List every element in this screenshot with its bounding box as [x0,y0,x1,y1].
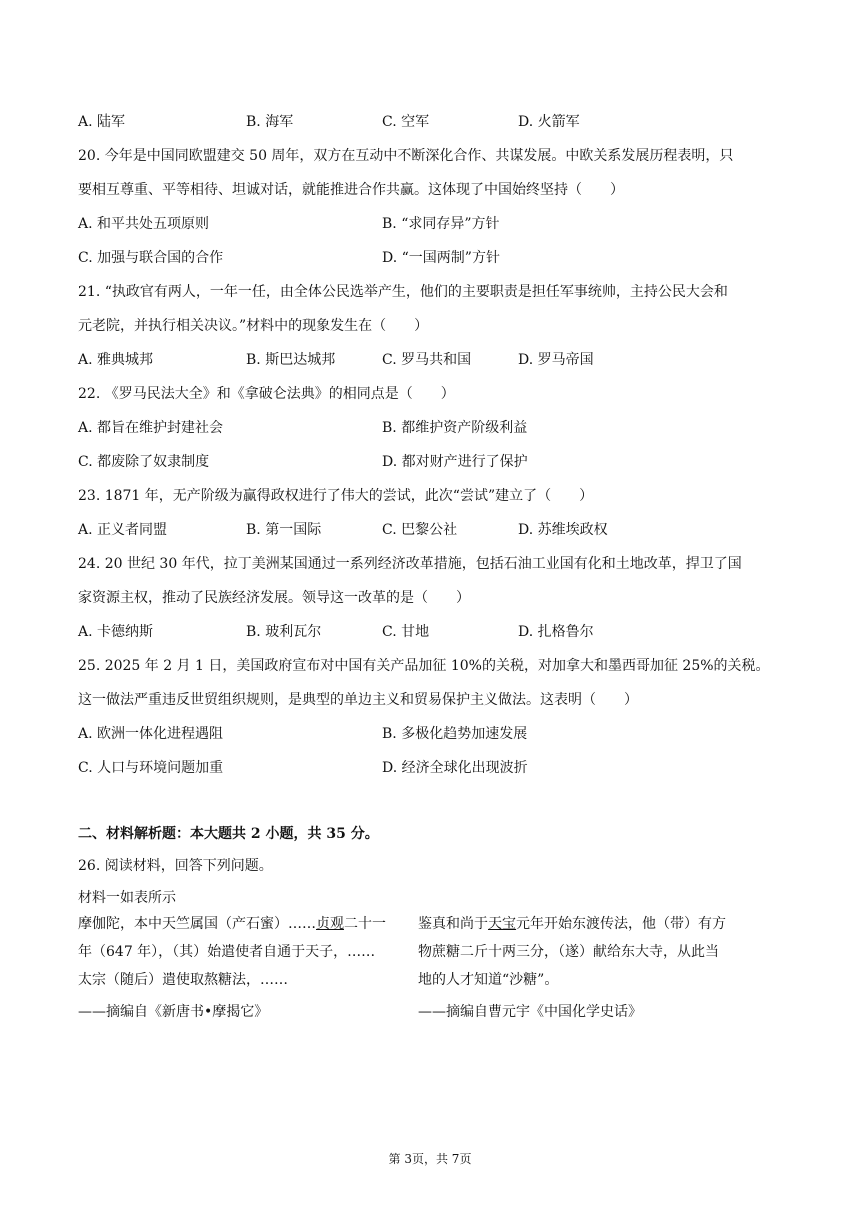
material-left-line2: 年（647 年），（其）始遣使者自通于天子，…… [78,944,376,960]
q25-option-c: C. 人口与环境问题加重 [78,760,224,776]
q21-stem-line2: 元老院，并执行相关决议。”材料中的现象发生在（ ） [78,318,429,334]
q19-option-d: D. 火箭军 [518,114,580,130]
q19-option-b: B. 海军 [246,114,294,130]
q23-option-b: B. 第一国际 [246,522,322,538]
q24-stem-line1: 24. 20 世纪 30 年代，拉丁美洲某国通过一系列经济改革措施，包括石油工业国有化和土地改革，捍卫了国 [78,556,742,572]
q21-option-b: B. 斯巴达城邦 [246,352,336,368]
q19-option-c: C. 空军 [382,114,430,130]
q23-option-a: A. 正义者同盟 [78,522,168,538]
q25-option-b: B. 多极化趋势加速发展 [382,726,528,742]
q21-option-a: A. 雅典城邦 [78,352,154,368]
q21-option-c: C. 罗马共和国 [382,352,472,368]
material-right-line3: 地的人才知道“沙糖”。 [418,972,559,988]
q22-option-a: A. 都旨在维护封建社会 [78,420,224,436]
q20-option-a: A. 和平共处五项原则 [78,216,210,232]
material-left-zhenguan: 贞观 [316,916,344,932]
q25-stem-line1: 25. 2025 年 2 月 1 日，美国政府宣布对中国有关产品加征 10%的关税，对加拿大和墨西哥加征 25%的关税。 [78,658,770,674]
material-left-line3: 太宗（随后）遣使取熬糖法，…… [78,972,288,988]
q22-stem: 22. 《罗马民法大全》和《拿破仑法典》的相同点是（ ） [78,386,455,402]
material-left-line1-b: 二十一 [344,916,386,932]
q23-option-c: C. 巴黎公社 [382,522,458,538]
material-left-source: ——摘编自《新唐书•摩揭它》 [78,1004,269,1020]
material-left-line1-a: 摩伽陀，本中天竺属国（产石蜜）…… [78,916,316,932]
q24-option-c: C. 甘地 [382,624,430,640]
q24-stem-line2: 家资源主权，推动了民族经济发展。领导这一改革的是（ ） [78,590,470,606]
q20-stem-line1: 20. 今年是中国同欧盟建交 50 周年，双方在互动中不断深化合作、共谋发展。中欧关系发展历程表明，只 [78,148,734,164]
q20-stem-line2: 要相互尊重、平等相待、坦诚对话，就能推进合作共赢。这体现了中国始终坚持（ ） [78,182,624,198]
material-right-line1-b: 元年开始东渡传法，他（带）有方 [516,916,726,932]
q25-stem-line2: 这一做法严重违反世贸组织规则，是典型的单边主义和贸易保护主义做法。这表明（ ） [78,692,638,708]
material-left-line1 [78,914,386,934]
q23-option-d: D. 苏维埃政权 [518,522,608,538]
q22-option-b: B. 都维护资产阶级利益 [382,420,528,436]
material-intro: 材料一如表所示 [78,890,176,906]
q26-stem: 26. 阅读材料，回答下列问题。 [78,858,273,874]
q20-option-c: C. 加强与联合国的合作 [78,250,224,266]
q24-option-a: A. 卡德纳斯 [78,624,154,640]
q20-option-d: D. “一国两制”方针 [382,250,500,266]
q24-option-d: D. 扎格鲁尔 [518,624,594,640]
q21-stem-line1: 21. “执政官有两人，一年一任，由全体公民选举产生，他们的主要职责是担任军事统帅，主持公民大会和 [78,284,728,300]
q25-option-d: D. 经济全球化出现波折 [382,760,528,776]
section-heading: 二、材料解析题：本大题共 2 小题，共 35 分。 [78,826,379,842]
page-number: 第 3页，共 7页 [388,1152,472,1166]
q22-option-d: D. 都对财产进行了保护 [382,454,528,470]
q19-option-a: A. 陆军 [78,114,126,130]
material-right-source: ——摘编自曹元宇《中国化学史话》 [418,1004,642,1020]
material-right-tianbao: 天宝 [488,916,516,932]
material-right-line2: 物蔗糖二斤十两三分，（遂）献给东大寺，从此当 [418,944,719,960]
q21-option-d: D. 罗马帝国 [518,352,594,368]
q23-stem: 23. 1871 年，无产阶级为赢得政权进行了伟大的尝试，此次“尝试”建立了（ ） [78,488,594,504]
material-right-line1-a: 鉴真和尚于 [418,916,488,932]
material-right-line1 [418,914,726,934]
q24-option-b: B. 玻利瓦尔 [246,624,322,640]
q25-option-a: A. 欧洲一体化进程遇阻 [78,726,224,742]
q22-option-c: C. 都废除了奴隶制度 [78,454,210,470]
q20-option-b: B. “求同存异”方针 [382,216,500,232]
